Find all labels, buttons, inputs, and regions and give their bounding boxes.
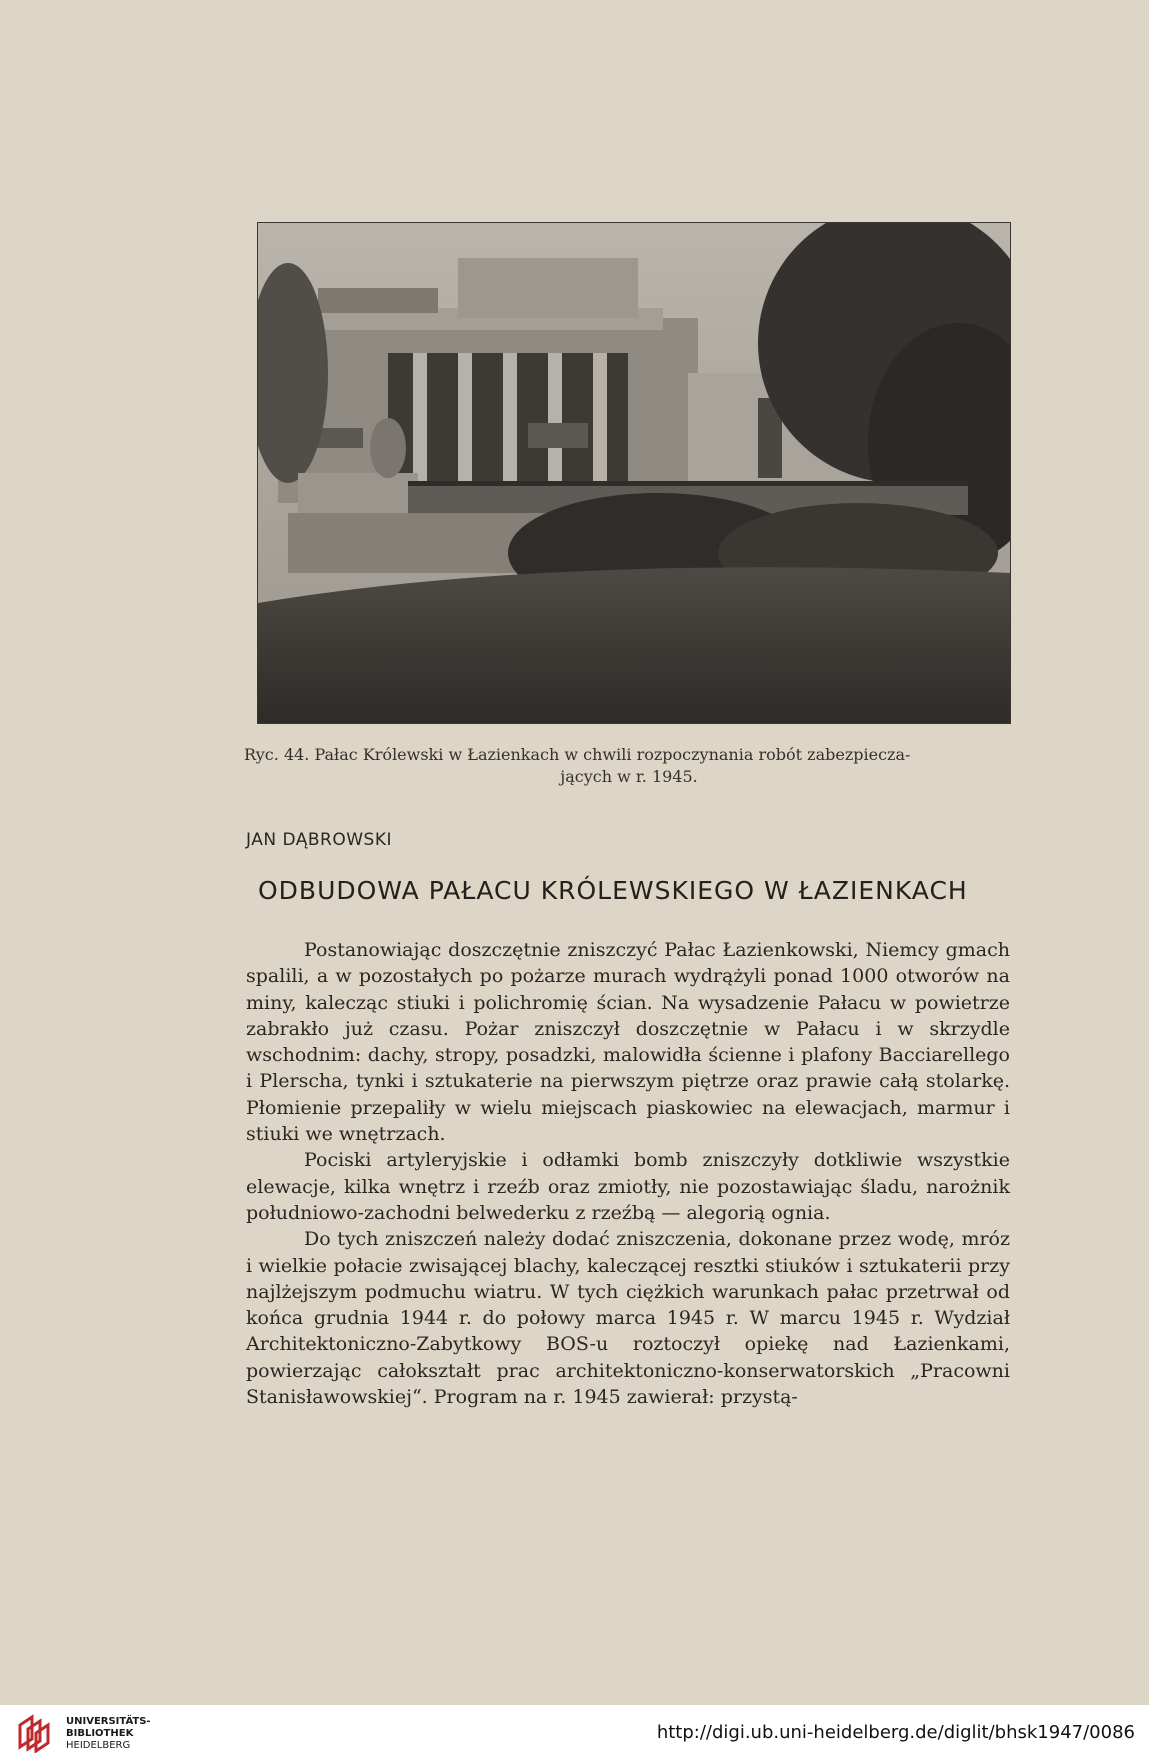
library-logo-icon (14, 1713, 54, 1753)
caption-line-1: Ryc. 44. Pałac Królewski w Łazienkach w chwili rozpoczynania robót zabezpiecza- (244, 745, 911, 764)
figure-caption (244, 744, 1014, 788)
palace-photograph (257, 222, 1011, 724)
article-title: ODBUDOWA PAŁACU KRÓLEWSKIEGO W ŁAZIENKACH (258, 876, 968, 905)
logo-line-1: UNIVERSITÄTS- (66, 1716, 151, 1727)
logo-line-2: BIBLIOTHEK (66, 1728, 134, 1739)
source-url-link[interactable]: http://digi.ub.uni-heidelberg.de/diglit/bhsk1947/0086 (656, 1722, 1135, 1743)
paragraph: Postanowiając doszczętnie zniszczyć Pałac Łazienkowski, Niemcy gmach spalili, a w pozostałych po pożarze murach wydrążyli ponad 1000 otworów na miny, kalecząc stiuki i polichromię ścian. Na wysadzenie Pałacu w powietrze zabrakło już czasu. Pożar zniszczył doszczętnie w Pałacu i w skrzydle wschodnim: dachy, stropy, posadzki, malowidła ścienne i plafony Bacciarellego i Plerscha, tynki i sztukaterie na pierwszym piętrze oraz prawie całą stolarkę. Płomienie przepaliły w wielu miejscach piaskowiec na elewacjach, marmur i stiuki we wnętrzach. (246, 939, 1010, 1146)
article-body (246, 937, 1010, 1410)
author-name: JAN DĄBROWSKI (246, 830, 393, 850)
paragraph: Do tych zniszczeń należy dodać zniszczenia, dokonane przez wodę, mróz i wielkie połacie zwisającej blachy, kaleczącej resztki stiuków i sztukaterii przy najlżejszym podmuchu wiatru. W tych ciężkich warunkach pałac przetrwał od końca grudnia 1944 r. do połowy marca 1945 r. W marcu 1945 r. Wydział Architektoniczno-Zabytkowy BOS-u roztoczył opiekę nad Łazienkami, powierzając całokształt prac architektoniczno-konserwatorskich „Pracowni Stanisławowskiej“. Program na r. 1945 zawierał: przystą- (246, 1228, 1010, 1409)
paragraph: Pociski artyleryjskie i odłamki bomb zniszczyły dotkliwie wszystkie elewacje, kilka wnętrz i rzeźb oraz zmiotły, nie pozostawiając śladu, narożnik południowo-zachodni belwederku z rzeźbą — alegorią ognia. (246, 1149, 1010, 1224)
caption-line-2: jących w r. 1945. (560, 767, 698, 786)
library-footer (0, 1705, 1149, 1760)
library-logo-text (66, 1716, 151, 1752)
logo-line-3: HEIDELBERG (66, 1740, 131, 1751)
